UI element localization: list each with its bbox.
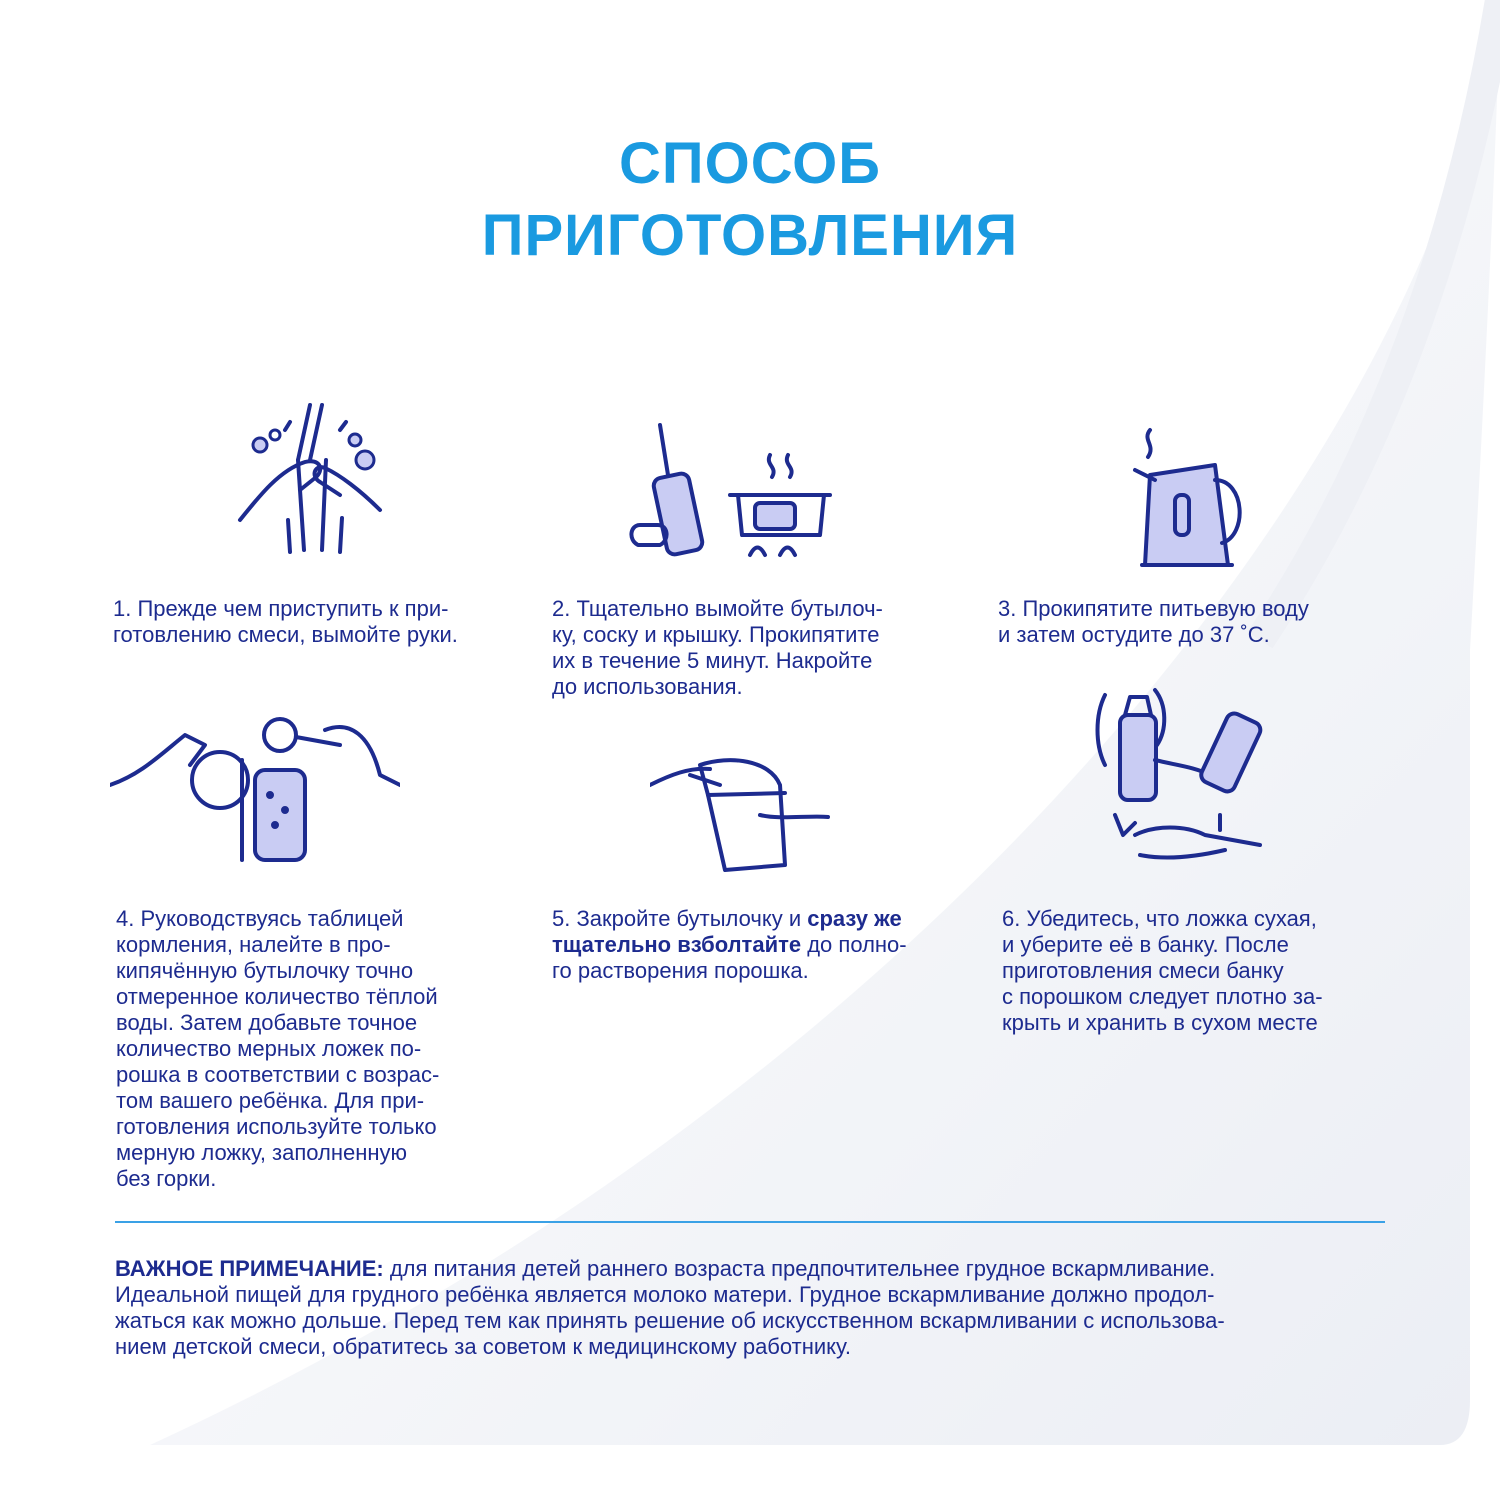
note-line: жаться как можно дольше. Перед тем как принять решение об искусственном вскармливании с использова-: [115, 1308, 1225, 1333]
step-5-prefix: 5. Закройте бутылочку и: [552, 906, 808, 931]
shaking-bottle-icon: [650, 755, 830, 875]
step-4-line: мерную ложку, заполненную: [116, 1140, 408, 1165]
step-4-line: том вашего ребёнка. Для при-: [116, 1088, 425, 1113]
step-4-line: воды. Затем добавьте точное: [116, 1010, 418, 1035]
bottle-sterilizing-icon: [620, 415, 840, 565]
page-title: [0, 128, 1500, 272]
step-5-rest: до полно-: [801, 932, 907, 957]
step-5-emphasis-2: тщательно взболтайте: [552, 932, 802, 957]
step-2-line: ку, соску и крышку. Прокипятите: [552, 622, 880, 647]
step-2-line: до использования.: [552, 674, 743, 699]
measuring-powder-icon: [110, 715, 400, 865]
note-line: нием детской смеси, обратитесь за советом к медицинскому работнику.: [115, 1334, 851, 1359]
step-5-line-3: го растворения порошка.: [552, 958, 809, 983]
step-5-line-2: [552, 932, 907, 958]
step-4-line: количество мерных ложек по-: [116, 1036, 422, 1061]
step-4-line: отмеренное количество тёплой: [116, 984, 438, 1009]
step-2-line: их в течение 5 минут. Накройте: [552, 648, 873, 673]
step-4-line: без горки.: [116, 1166, 217, 1191]
step-5-line-1: [552, 906, 907, 932]
note-line: Идеальной пищей для грудного ребёнка является молоко матери. Грудное вскармливание должно продол-: [115, 1282, 1215, 1307]
note-text: для питания детей раннего возраста предпочтительнее грудное вскармливание.: [383, 1256, 1216, 1281]
step-4-line: кормления, налейте в про-: [116, 932, 391, 957]
step-1-line: готовлению смеси, вымойте руки.: [113, 622, 458, 647]
divider: [115, 1221, 1385, 1223]
step-3-line: и затем остудите до 37 ˚С.: [998, 622, 1270, 647]
step-5-text: [552, 906, 907, 984]
step-1-text: [113, 596, 458, 648]
kettle-icon: [1120, 425, 1260, 575]
step-4-line: 4. Руководствуясь таблицей: [116, 906, 404, 931]
step-3-line: 3. Прокипятите питьевую воду: [998, 596, 1309, 621]
step-6-line: 6. Убедитесь, что ложка сухая,: [1002, 906, 1317, 931]
step-6-text: [1002, 906, 1323, 1036]
step-6-line: и уберите её в банку. После: [1002, 932, 1289, 957]
note-line-1: [115, 1256, 1385, 1282]
hand-washing-icon: [230, 400, 390, 560]
temperature-check-icon: [1095, 685, 1275, 885]
step-4-line: рошка в соответствии с возрас-: [116, 1062, 440, 1087]
step-1-line: 1. Прежде чем приступить к при-: [113, 596, 449, 621]
important-note: [115, 1256, 1385, 1360]
step-2-line: 2. Тщательно вымойте бутылоч-: [552, 596, 883, 621]
title-line-2: ПРИГОТОВЛЕНИЯ: [481, 203, 1019, 268]
step-4-line: готовления используйте только: [116, 1114, 437, 1139]
step-6-line: приготовления смеси банку: [1002, 958, 1284, 983]
step-2-text: [552, 596, 883, 700]
step-6-line: с порошком следует плотно за-: [1002, 984, 1323, 1009]
step-5-emphasis-1: сразу же: [807, 906, 902, 931]
step-4-line: кипячённую бутылочку точно: [116, 958, 414, 983]
step-4-text: [116, 906, 439, 1192]
step-6-line: крыть и хранить в сухом месте: [1002, 1010, 1318, 1035]
title-line-1: СПОСОБ: [619, 131, 881, 196]
note-label: ВАЖНОЕ ПРИМЕЧАНИЕ:: [115, 1256, 384, 1281]
step-3-text: [998, 596, 1309, 648]
